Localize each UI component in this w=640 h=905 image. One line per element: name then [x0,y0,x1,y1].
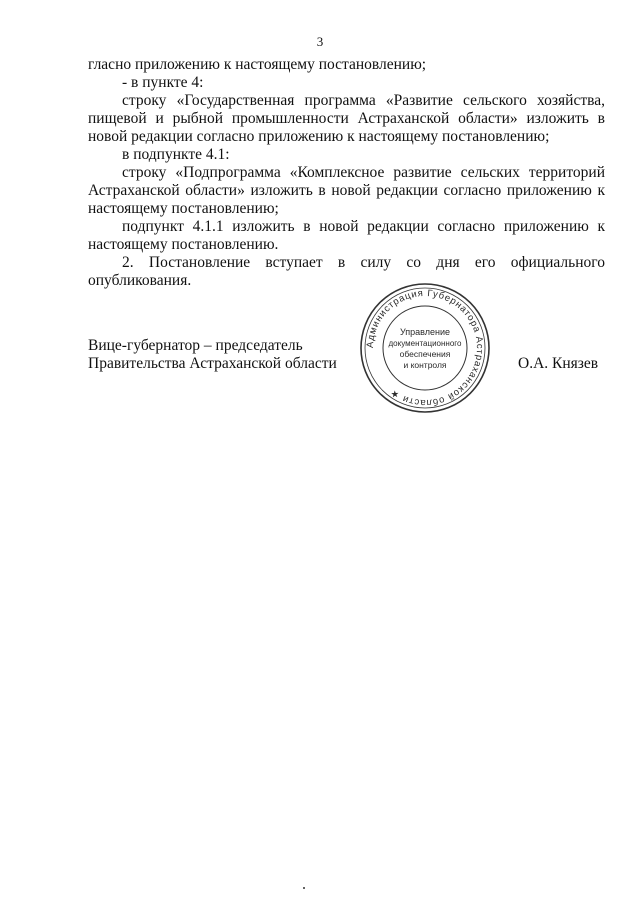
page-number: 3 [316,34,324,49]
document-body [88,56,605,290]
paragraph-subpoint-4-1: в подпункте 4.1: [122,146,230,163]
signatory-title-line2: Правительства Астраханской области [88,355,337,372]
signatory-title [88,337,337,373]
paragraph-subprogram-line: строку «Подпрограмма «Комплексное развитие сельских территорий Астраханской области» изложить в новой редакции согласно приложению к настоящему постановлению; [88,164,605,217]
svg-text:документационного: документационного [388,339,462,348]
svg-text:и контроля: и контроля [403,360,447,370]
scan-dot-mark [303,887,305,889]
paragraph-state-program-line: строку «Государственная программа «Развитие сельского хозяйства, пищевой и рыбной промышленности Астраханской области» изложить в новой редакции согласно приложению к настоящему постановлению; [88,92,605,145]
paragraph-point-4: - в пункте 4: [122,74,204,91]
seal-stamp-icon [358,281,492,415]
signatory-title-line1: Вице-губернатор – председатель [88,337,303,354]
svg-text:обеспечения: обеспечения [399,349,451,359]
paragraph-effective-date: 2. Постановление вступает в силу со дня его официального опубликования. [88,254,605,289]
svg-text:Управление: Управление [399,327,451,337]
official-seal [358,281,492,415]
svg-text:Администрация Губернатора Астр: Администрация Губернатора Астраханской области ★ [364,287,486,409]
paragraph-continuation: гласно приложению к настоящему постановлению; [88,56,427,73]
signatory-name: О.А. Князев [518,355,599,372]
paragraph-subpoint-4-1-1: подпункт 4.1.1 изложить в новой редакции согласно приложению к настоящему постановлению. [88,218,605,253]
